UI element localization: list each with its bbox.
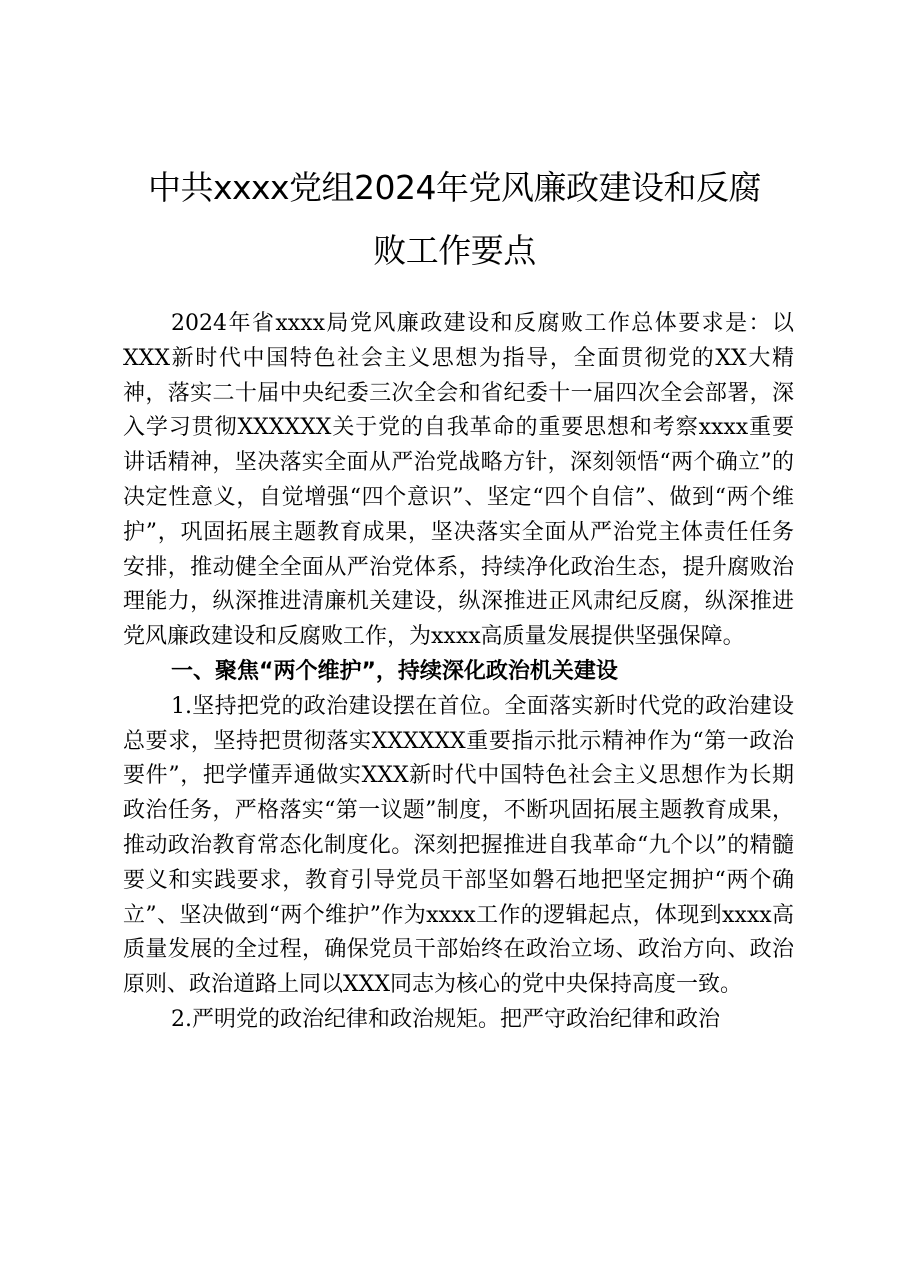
document-title-line-2: 败工作要点 [373,231,536,270]
section-1-heading: 一、聚焦“两个维护”，持续深化政治机关建设 [171,658,618,684]
document-body [123,307,794,1038]
item-2-paragraph: 2.严明党的政治纪律和政治规矩。把严守政治纪律和政治 [171,1006,720,1032]
intro-paragraph: 2024年省xxxx局党风廉政建设和反腐败工作总体要求是：以XXX新时代中国特色社会主义思想为指导，全面贯彻党的XX大精神，落实二十届中央纪委三次全会和省纪委十一届四次全会部署，深入学习贯彻XXXXXX关于党的自我革命的重要思想和考察xxxx重要讲话精神，坚决落实全面从严治党战略方针，深刻领悟“两个确立”的决定性意义，自觉增强“四个意识”、坚定“四个自信”、做到“两个维护”，巩固拓展主题教育成果，坚决落实全面从严治党主体责任任务安排，推动健全全面从严治党体系，持续净化政治生态，提升腐败治理能力，纵深推进清廉机关建设，纵深推进正风肃纪反腐，纵深推进党风廉政建设和反腐败工作，为xxxx高质量发展提供坚强保障。 [123,311,794,650]
document-title-line-1: 中共xxxx党组2024年党风廉政建设和反腐 [147,168,762,207]
item-1-paragraph: 1.坚持把党的政治建设摆在首位。全面落实新时代党的政治建设总要求，坚持把贯彻落实XXXXXX重要指示批示精神作为“第一政治要件”，把学懂弄通做实XXX新时代中国特色社会主义思想作为长期政治任务，严格落实“第一议题”制度，不断巩固拓展主题教育成果，推动政治教育常态化制度化。深刻把握推进自我革命“九个以”的精髓要义和实践要求，教育引导党员干部坚如磐石地把坚定拥护“两个确立”、坚决做到“两个维护”作为xxxx工作的逻辑起点，体现到xxxx高质量发展的全过程，确保党员干部始终在政治立场、政治方向、政治原则、政治道路上同以XXX同志为核心的党中央保持高度一致。 [123,693,794,998]
